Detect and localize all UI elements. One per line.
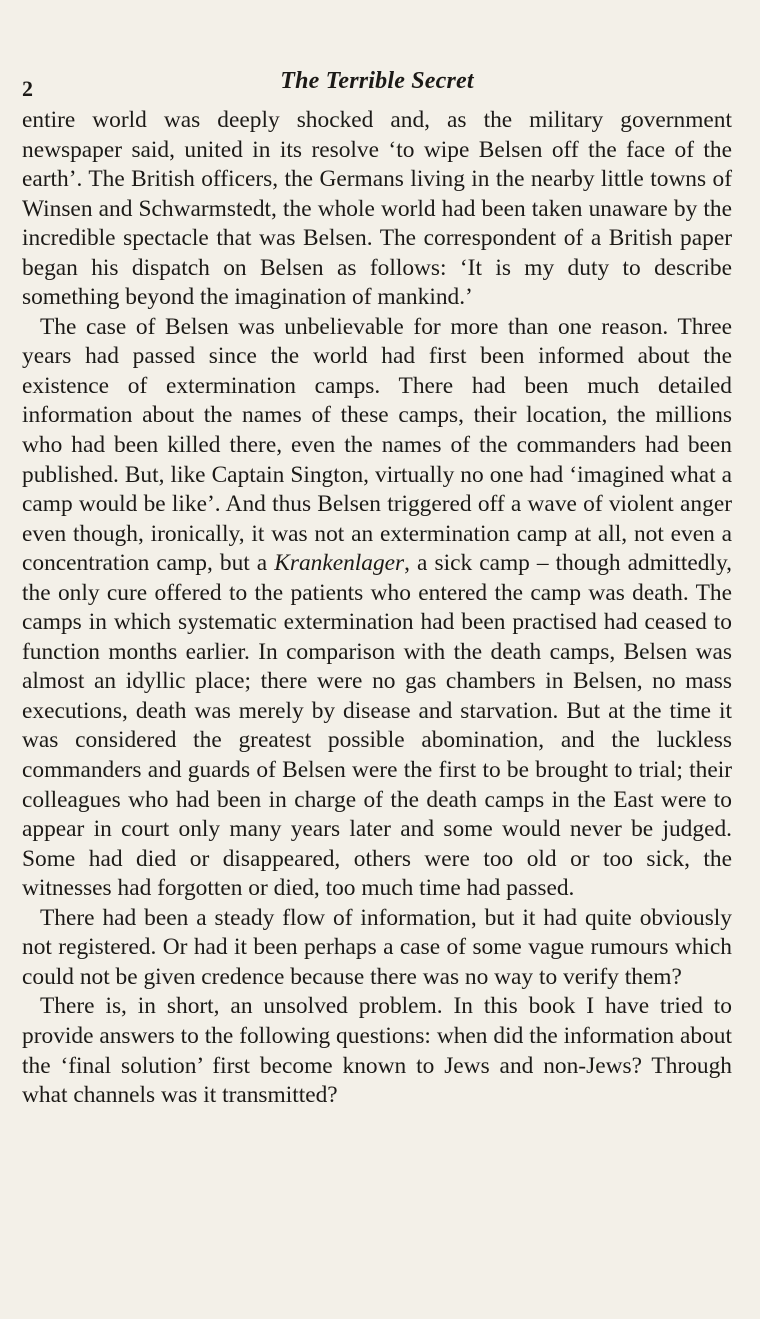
page-header (22, 64, 732, 106)
italic-term-krankenlager: Krankenlager (274, 550, 405, 577)
paragraph-1: entire world was deeply shocked and, as the military government newspaper said, united in its resolve ‘to wipe Belsen off the face of the earth’. The British officers, the Germans living in the nearby little towns of Winsen and Schwarmstedt, the whole world had been taken unaware by the incredible spectacle that was Belsen. The correspondent of a British paper began his dispatch on Belsen as follows: ‘It is my duty to describe something beyond the imagination of mankind.’ (22, 107, 732, 311)
paragraph-2-text-after: , a sick camp – though admittedly, the only cure offered to the patients who entered the camp was death. The camps in which systematic extermination had been practised had ceased to function months earlier. In comparison with the death camps, Belsen was almost an idyllic place; there were no gas chambers in Belsen, no mass executions, death was merely by disease and starvation. But at the time it was considered the greatest possible abomination, and the luckless commanders and guards of Belsen were the first to be brought to trial; their colleagues who had been in charge of the death camps in the East were to appear in court only many years later and some would never be judged. Some had died or disappeared, others were too old or too sick, the witnesses had forgotten or died, too much time had passed. (22, 550, 733, 902)
paragraph-2 (22, 313, 732, 904)
paragraph-3: There had been a steady flow of information, but it had quite obviously not registered. Or had it been perhaps a case of some vague rumours which could not be given credence because there was no way to verify them? (22, 904, 732, 990)
body-text (22, 106, 732, 1111)
running-title: The Terrible Secret (280, 68, 474, 94)
paragraph-2-text-before: The case of Belsen was unbelievable for more than one reason. Three years had passed since the world had first been informed about the existence of extermination camps. There had been much detailed information about the names of these camps, their location, the millions who had been killed there, even the names of the commanders had been published. But, like Captain Sington, virtually no one had ‘imagined what a camp would be like’. And thus Belsen triggered off a wave of violent anger even though, ironically, it was not an extermination camp at all, not even a concentration camp, but a (22, 313, 732, 577)
page-number: 2 (22, 76, 33, 101)
paragraph-4: There is, in short, an unsolved problem. In this book I have tried to provide answers to the following questions: when did the information about the ‘final solution’ first become known to Jews and non-Jews? Through what channels was it transmitted? (22, 993, 732, 1109)
